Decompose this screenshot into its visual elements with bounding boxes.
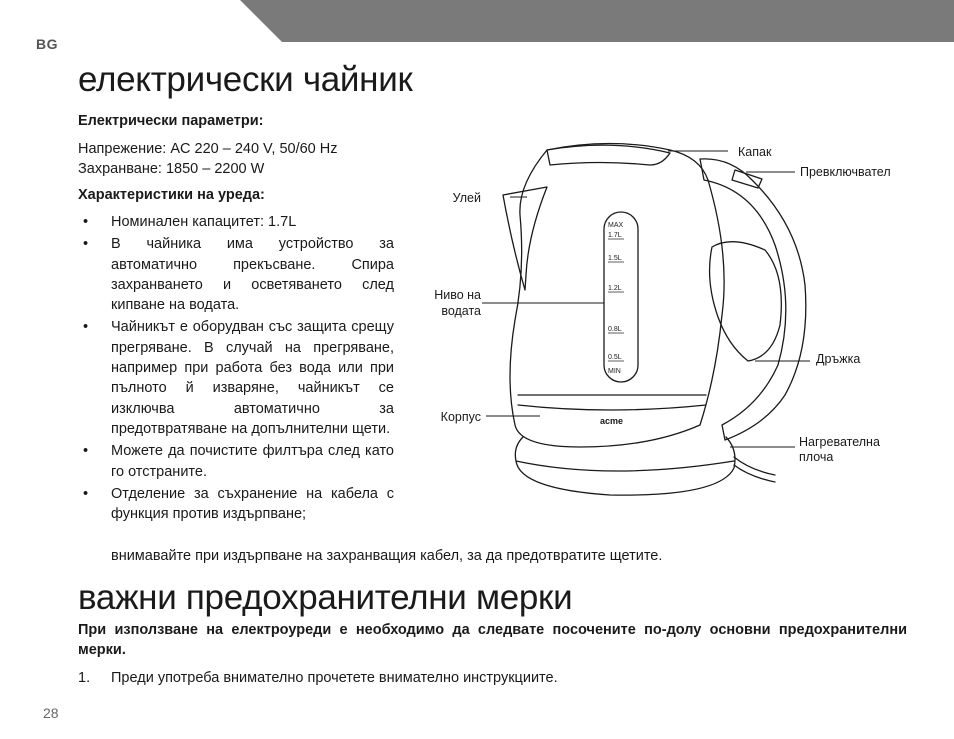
label-base-2: плоча [799,450,834,464]
kettle-body-outline [510,144,724,448]
step-text: Преди употреба внимателно прочетете внимателно инструкциите. [111,670,558,686]
header-band [0,0,954,42]
label-water-level-1: Ниво на [434,288,481,302]
power-text: Захранване: 1850 – 2200 W [78,161,265,177]
label-handle: Дръжка [816,352,861,366]
list-item: • Можете да почистите филтъра след като го отстраните. [83,443,394,480]
handle [700,159,806,440]
scale-1-2: 1.2L [608,285,622,292]
list-item: • Номинален капацитет: 1.7L [83,214,297,230]
spout [503,187,547,290]
page-title: електрически чайник [78,60,413,99]
power-cord [734,457,775,475]
features-continuation: внимавайте при издърпване на захранващия кабел, за да предотвратите щетите. [111,548,663,564]
scale-0-5: 0.5L [608,354,622,361]
scale-0-8: 0.8L [608,326,622,333]
features-heading: Характеристики на уреда: [78,187,265,203]
list-item: • В чайника има устройство за автоматично прекъсване. Спира захранването и осветяването след кипване на водата. [83,236,394,314]
features-list [78,212,394,526]
list-item: • Отделение за съхранение на кабела с функция против издърпване; [83,485,394,523]
label-water-level-2: водата [441,304,481,318]
label-base-1: Нагревателна [799,435,880,449]
label-lid: Капак [738,145,772,159]
safety-intro: При използване на електроуреди е необходимо да следвате посочените по-долу основни предохранителни мерки. [78,622,907,658]
voltage-text: Напрежение: AC 220 – 240 V, 50/60 Hz [78,141,338,157]
brand-logo: acme [600,416,624,426]
safety-step [78,668,558,688]
scale-max: MAX [608,222,624,229]
step-number: 1. [78,670,91,686]
label-spout: Улей [452,191,481,205]
label-switch: Превключвател [800,165,891,179]
lid [547,145,670,165]
handle-grip [710,242,782,361]
scale-min: MIN [608,368,621,375]
list-item: • Чайникът е оборудван със защита срещу прегряване. В случай на прегряване, например при работа без вода или при пълното й изваряне, чайникът се изключва автоматично за предотвратяване на допълнителни щети. [83,319,394,437]
electrical-heading: Електрически параметри: [78,113,264,129]
label-body: Корпус [440,410,481,424]
kettle-diagram [400,125,891,515]
scale-1-7: 1.7L [608,232,622,239]
language-tag: BG [36,36,58,52]
page-number: 28 [43,705,59,721]
scale-1-5: 1.5L [608,255,622,262]
safety-title: важни предохранителни мерки [78,578,573,617]
